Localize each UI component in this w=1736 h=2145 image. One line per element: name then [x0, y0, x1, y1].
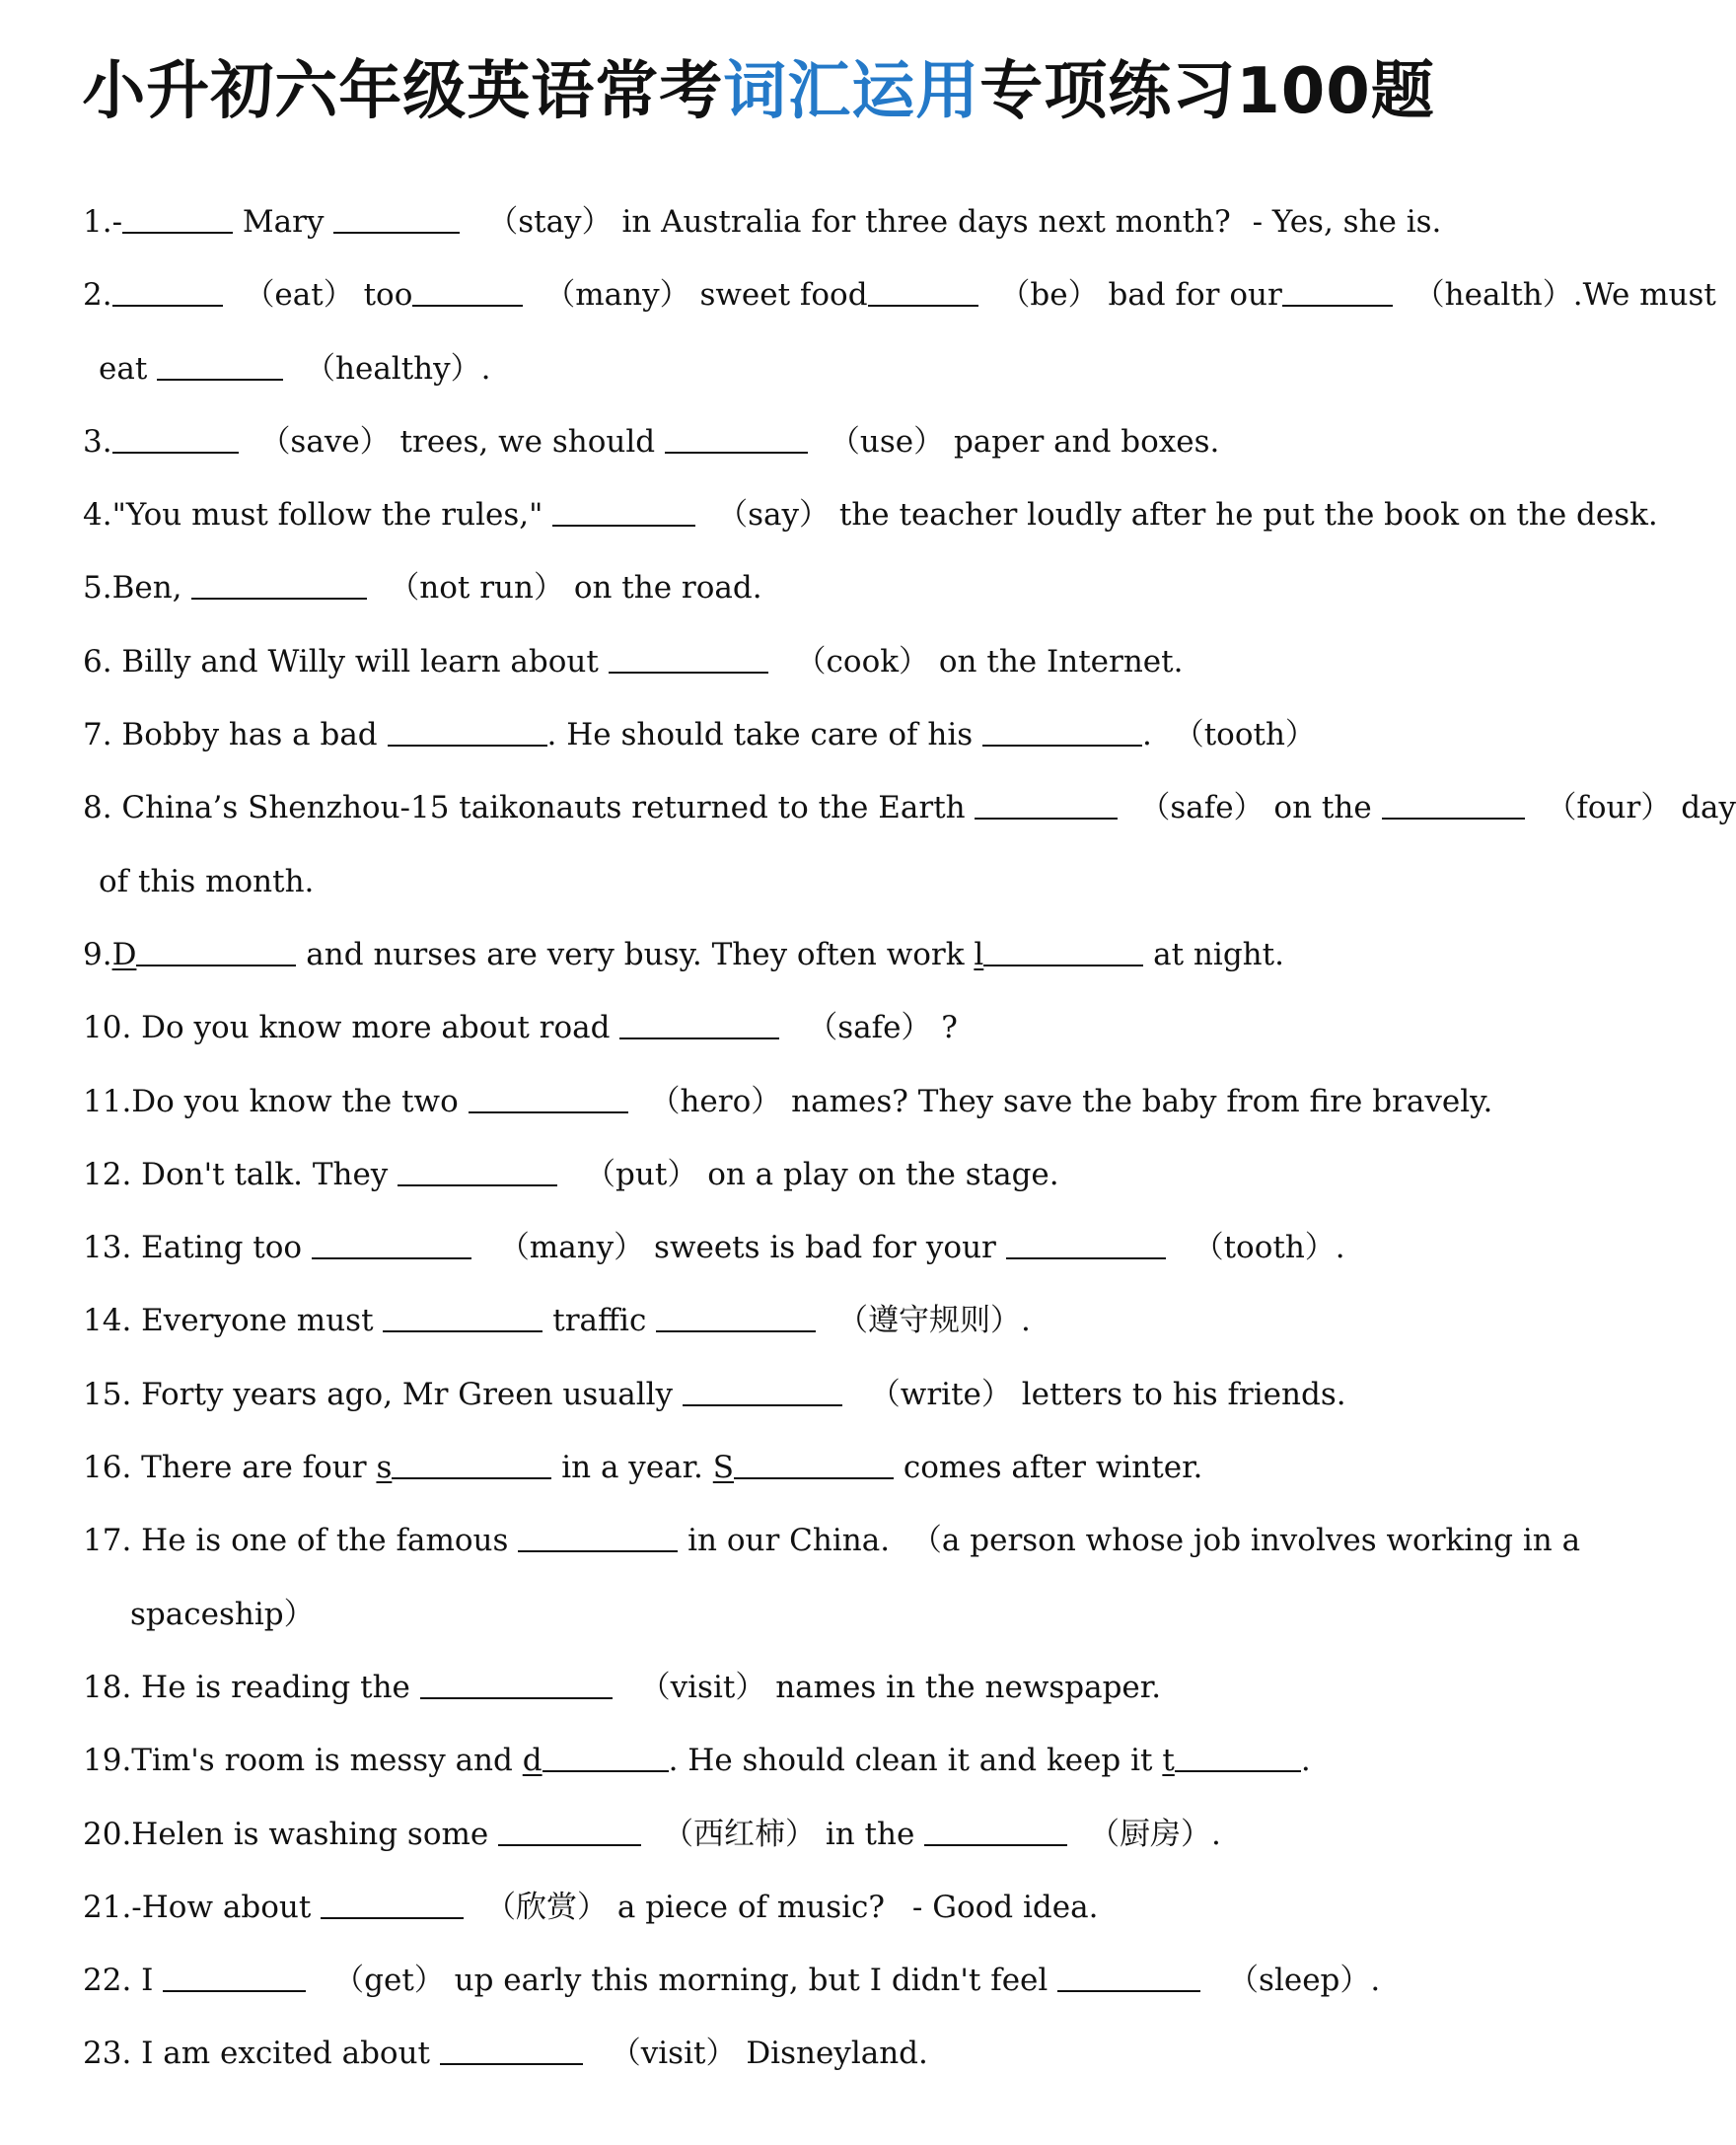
question-hint: （not run） — [389, 570, 564, 607]
answer-blank[interactable] — [542, 1741, 669, 1772]
question-text: comes after winter. — [903, 1450, 1203, 1486]
answer-blank[interactable] — [112, 275, 223, 307]
answer-blank[interactable] — [163, 1961, 306, 1992]
question-text: . He should take care of his — [546, 717, 974, 753]
answer-blank[interactable] — [112, 422, 239, 454]
question-text: 5.Ben, — [83, 570, 182, 607]
answer-blank[interactable] — [982, 715, 1142, 747]
question-hint: （many） — [498, 1230, 645, 1266]
answer-blank[interactable] — [518, 1521, 678, 1552]
question-hint: （safe） — [1139, 790, 1265, 826]
question-9 — [83, 918, 1483, 991]
question-text: 18. He is reading the — [83, 1669, 410, 1705]
question-text: and nurses are very busy. They often work — [306, 936, 965, 972]
question-text: on the road. — [573, 570, 762, 607]
answer-blank[interactable] — [498, 1815, 641, 1846]
question-text: 14. Everyone must — [83, 1303, 374, 1339]
question-text: . — [1142, 717, 1152, 753]
question-hint: （healthy）. — [305, 350, 491, 387]
question-text: on a play on the stage. — [707, 1156, 1059, 1192]
question-hint: （西红柿） — [662, 1816, 816, 1852]
question-hint: （a person whose job involves working in a — [910, 1523, 1581, 1559]
answer-blank[interactable] — [469, 1082, 628, 1113]
answer-blank[interactable] — [312, 1228, 471, 1259]
title-part-2: 专项练习100题 — [979, 55, 1435, 128]
answer-blank[interactable] — [440, 2034, 583, 2065]
question-7 — [83, 698, 1483, 771]
question-text: 10. Do you know more about road — [83, 1010, 611, 1046]
question-4 — [83, 478, 1658, 551]
question-17-continued — [83, 1578, 1483, 1651]
question-text: 15. Forty years ago, Mr Green usually — [83, 1376, 674, 1412]
question-text: day — [1681, 790, 1736, 826]
page-title — [0, 47, 1517, 136]
question-hint: spaceship） — [130, 1596, 315, 1632]
question-2 — [83, 258, 1716, 331]
question-hint: （health）.We must — [1413, 277, 1716, 314]
question-hint: （many） — [544, 277, 690, 314]
question-text: 3. — [83, 423, 112, 460]
question-hint: （stay） — [487, 204, 613, 240]
question-15 — [83, 1358, 1483, 1431]
question-text: traffic — [552, 1303, 647, 1339]
question-text: - Good idea. — [911, 1889, 1099, 1925]
question-17 — [83, 1504, 1581, 1577]
question-2-continued — [83, 332, 1483, 405]
answer-blank[interactable] — [1006, 1228, 1166, 1259]
question-text: 6. Billy and Willy will learn about — [83, 643, 599, 679]
question-hint: （eat） — [244, 277, 354, 314]
answer-blank[interactable] — [656, 1301, 816, 1332]
question-text: eat — [99, 350, 148, 387]
title-highlight: 词汇运用 — [723, 55, 980, 128]
answer-blank[interactable] — [1175, 1741, 1301, 1772]
answer-blank[interactable] — [868, 275, 978, 307]
question-text: of this month. — [99, 863, 315, 899]
question-text: trees, we should — [399, 423, 656, 460]
question-text: in the — [825, 1816, 915, 1852]
initial-letter: t — [1162, 1743, 1175, 1779]
question-text: 20.Helen is washing some — [83, 1816, 489, 1852]
question-text: 16. There are four — [83, 1450, 367, 1486]
question-hint: （欣赏） — [485, 1889, 608, 1925]
question-hint: （use） — [829, 423, 945, 460]
question-text: 4."You must follow the rules," — [83, 497, 543, 534]
question-11 — [83, 1065, 1493, 1138]
question-23 — [83, 2017, 1483, 2090]
question-text: letters to his friends. — [1021, 1376, 1346, 1412]
question-text: names? They save the baby from fire bravely. — [791, 1083, 1493, 1119]
question-hint: （visit） — [639, 1669, 766, 1705]
question-hint: （tooth） — [1173, 717, 1316, 753]
question-text: at night. — [1153, 936, 1284, 972]
question-text: 2. — [83, 277, 112, 314]
question-text: . — [1300, 1743, 1311, 1779]
initial-letter: D — [111, 936, 137, 972]
question-10 — [83, 991, 1483, 1064]
answer-blank[interactable] — [321, 1888, 464, 1919]
question-hint: （遵守规则）. — [837, 1303, 1031, 1339]
question-text: a piece of music? — [616, 1889, 886, 1925]
question-text: on the — [1273, 790, 1372, 826]
question-22 — [83, 1944, 1483, 2017]
question-hint: （hero） — [649, 1083, 782, 1119]
question-20 — [83, 1798, 1483, 1871]
question-text: in Australia for three days next month? — [621, 204, 1231, 240]
answer-blank[interactable] — [683, 1375, 842, 1406]
answer-blank[interactable] — [420, 1668, 613, 1699]
answer-blank[interactable] — [552, 495, 695, 527]
initial-letter: s — [376, 1450, 393, 1486]
question-text: 12. Don't talk. They — [83, 1156, 389, 1192]
question-13 — [83, 1211, 1483, 1284]
question-6 — [83, 625, 1483, 698]
question-hint: （save） — [259, 423, 391, 460]
question-hint: （safe） — [807, 1010, 932, 1046]
question-text: . He should clean it and keep it — [668, 1743, 1153, 1779]
answer-blank[interactable] — [333, 202, 460, 234]
question-8-continued — [83, 845, 1483, 918]
initial-letter: d — [522, 1743, 542, 1779]
question-5 — [83, 551, 1483, 624]
question-hint: （sleep）. — [1228, 1963, 1381, 1999]
answer-blank[interactable] — [157, 349, 283, 381]
question-list — [83, 185, 1736, 2091]
initial-letter: l — [974, 936, 984, 972]
question-hint: （厨房）. — [1089, 1816, 1221, 1852]
question-text: 19.Tim's room is messy and — [83, 1743, 513, 1779]
question-19 — [83, 1724, 1483, 1797]
question-hint: （put） — [585, 1156, 698, 1192]
question-1 — [83, 185, 1483, 258]
question-hint: （write） — [869, 1376, 1012, 1412]
question-text: 11.Do you know the two — [83, 1083, 459, 1119]
question-16 — [83, 1431, 1483, 1504]
answer-blank[interactable] — [734, 1448, 894, 1479]
answer-blank[interactable] — [924, 1815, 1067, 1846]
answer-blank[interactable] — [191, 568, 367, 600]
question-text: 22. I — [83, 1963, 154, 1999]
answer-blank[interactable] — [609, 642, 768, 674]
answer-blank[interactable] — [383, 1301, 542, 1332]
answer-blank[interactable] — [122, 202, 233, 234]
question-text: in a year. — [561, 1450, 703, 1486]
question-text: 23. I am excited about — [83, 2036, 431, 2072]
question-text: - Yes, she is. — [1252, 204, 1442, 240]
question-text: paper and boxes. — [953, 423, 1220, 460]
title-part-1: 小升初六年级英语常考 — [82, 55, 724, 128]
answer-blank[interactable] — [975, 788, 1118, 820]
answer-blank[interactable] — [983, 935, 1143, 966]
question-text: Disneyland. — [746, 2036, 928, 2072]
question-hint: （four） — [1546, 790, 1672, 826]
question-18 — [83, 1651, 1483, 1724]
question-text: 1.- — [83, 204, 123, 240]
question-hint: （cook） — [795, 643, 930, 679]
question-text: 21.-How about — [83, 1889, 312, 1925]
question-text: 17. He is one of the famous — [83, 1523, 509, 1559]
question-text: names in the newspaper. — [775, 1669, 1162, 1705]
question-8 — [83, 771, 1736, 844]
question-text: Mary — [242, 204, 325, 240]
answer-blank[interactable] — [1282, 275, 1393, 307]
answer-blank[interactable] — [392, 1448, 551, 1479]
answer-blank[interactable] — [1382, 788, 1525, 820]
question-12 — [83, 1138, 1483, 1211]
question-14 — [83, 1284, 1483, 1357]
question-text: the teacher loudly after he put the book on the desk. — [838, 497, 1658, 534]
question-text: in our China. — [687, 1523, 891, 1559]
question-text: up early this morning, but I didn't feel — [454, 1963, 1049, 1999]
question-text: sweet food — [699, 277, 868, 314]
question-text: too — [363, 277, 413, 314]
question-text: on the Internet. — [938, 643, 1184, 679]
question-text: 8. China’s Shenzhou-15 taikonauts returned to the Earth — [83, 790, 966, 826]
initial-letter: S — [712, 1450, 735, 1486]
question-text: ? — [941, 1010, 958, 1046]
answer-blank[interactable] — [388, 715, 547, 747]
question-3 — [83, 405, 1483, 478]
question-hint: （get） — [333, 1963, 445, 1999]
question-text: 7. Bobby has a bad — [83, 717, 378, 753]
question-text: 9. — [83, 936, 112, 972]
answer-blank[interactable] — [412, 275, 523, 307]
question-hint: （be） — [999, 277, 1099, 314]
answer-blank[interactable] — [136, 935, 296, 966]
question-hint: （say） — [717, 497, 831, 534]
answer-blank[interactable] — [1057, 1961, 1200, 1992]
question-text: 13. Eating too — [83, 1230, 303, 1266]
answer-blank[interactable] — [665, 422, 808, 454]
question-text: sweets is bad for your — [654, 1230, 996, 1266]
question-21 — [83, 1871, 1483, 1944]
answer-blank[interactable] — [398, 1155, 557, 1186]
question-hint: （tooth）. — [1193, 1230, 1345, 1266]
question-text: bad for our — [1108, 277, 1282, 314]
answer-blank[interactable] — [619, 1008, 779, 1039]
question-hint: （visit） — [610, 2036, 737, 2072]
